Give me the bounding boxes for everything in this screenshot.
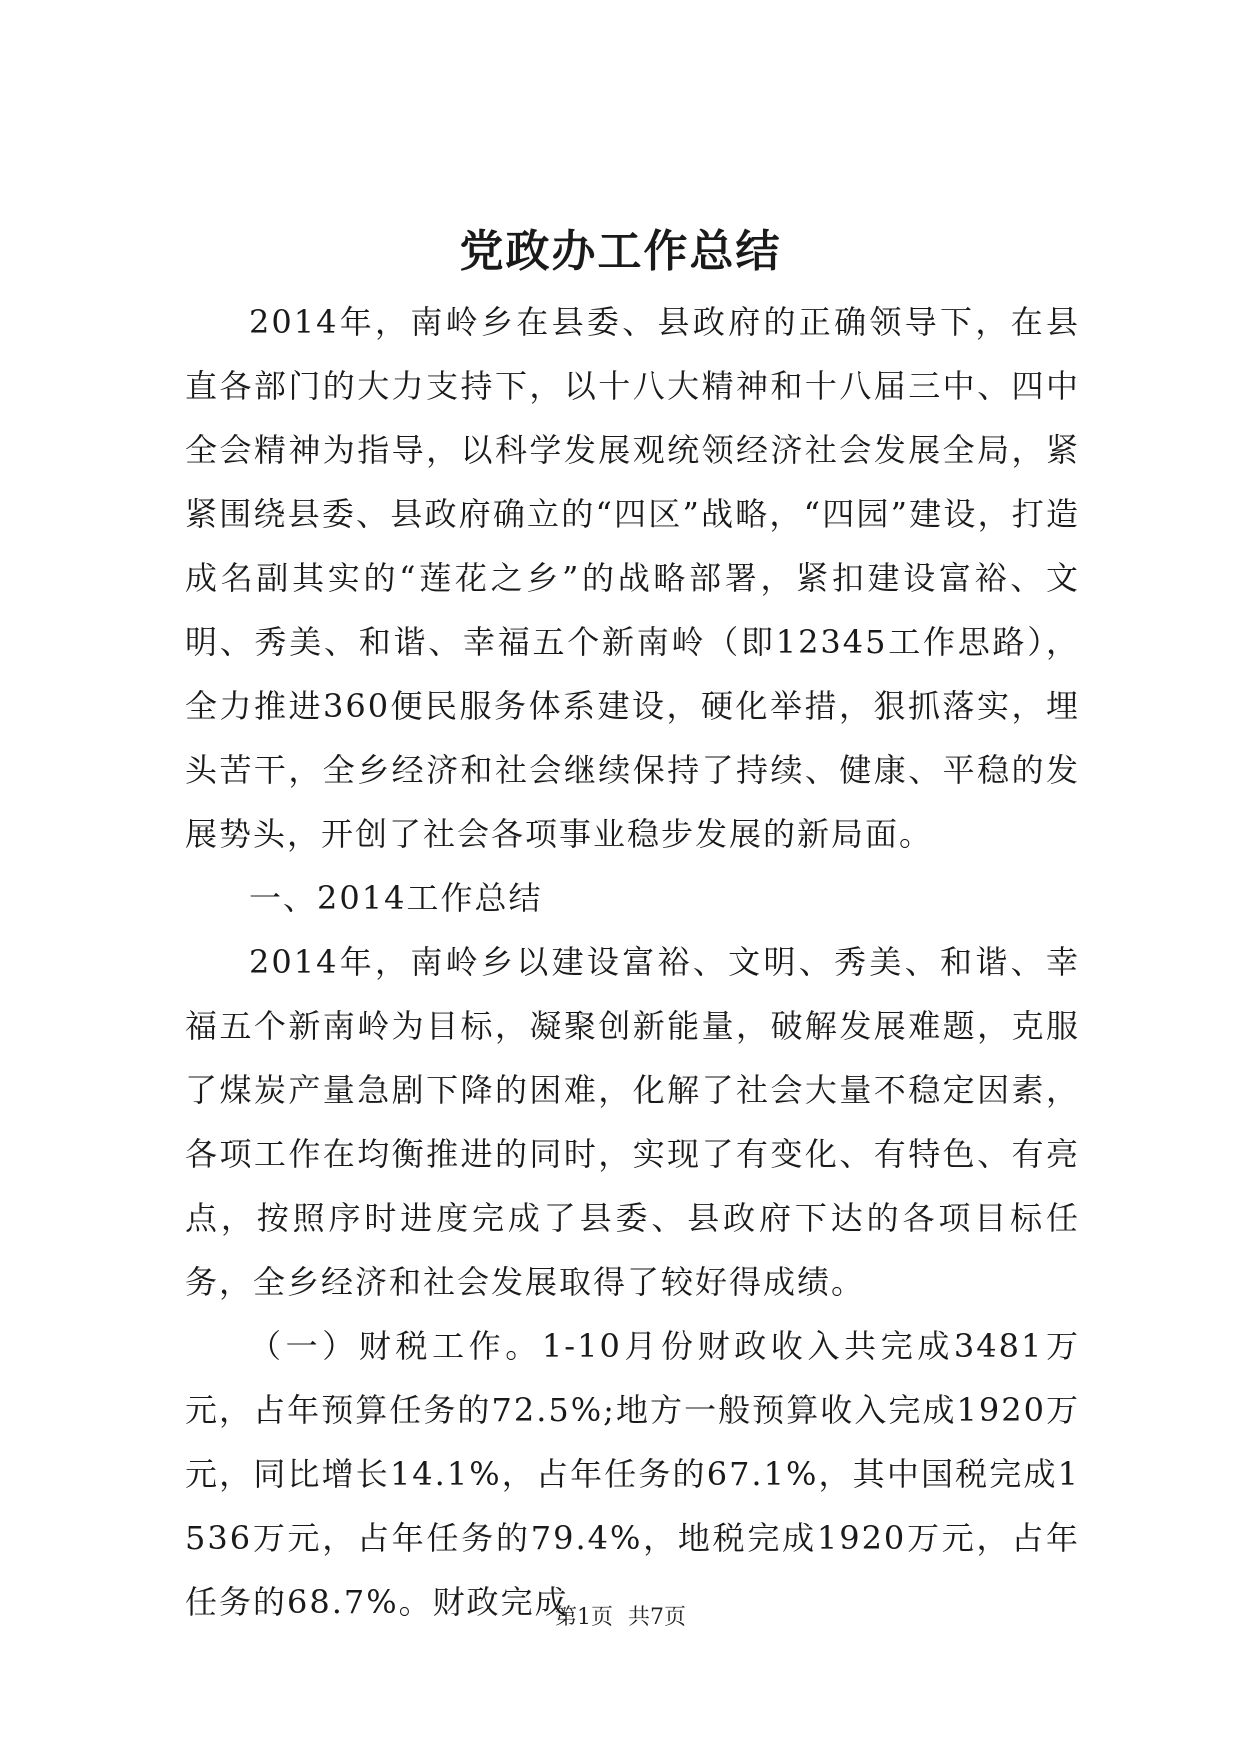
page-footer xyxy=(0,1603,1241,1633)
document-body xyxy=(185,290,1080,1634)
section-heading-summary: 一、2014工作总结 xyxy=(249,879,543,917)
page-total: 共7页 xyxy=(628,1605,686,1630)
paragraph-finance: （一）财税工作。1-10月份财政收入共完成3481万元，占年预算任务的72.5%;地方一般预算收入完成1920万元，同比增长14.1%，占年任务的67.1%，其中国税完成1536万元，占年任务的79.4%，地税完成1920万元，占年任务的68.7%。财政完成 xyxy=(185,1327,1080,1621)
page-number: 第1页 xyxy=(555,1605,613,1630)
paragraph-intro: 2014年，南岭乡在县委、县政府的正确领导下，在县直各部门的大力支持下，以十八大精神和十八届三中、四中全会精神为指导，以科学发展观统领经济社会发展全局，紧紧围绕县委、县政府确立的“四区”战略，“四园”建设，打造成名副其实的“莲花之乡”的战略部署，紧扣建设富裕、文明、秀美、和谐、幸福五个新南岭（即12345工作思路），全力推进360便民服务体系建设，硬化举措，狠抓落实，埋头苦干，全乡经济和社会继续保持了持续、健康、平稳的发展势头，开创了社会各项事业稳步发展的新局面。 xyxy=(185,303,1080,853)
document-title: 党政办工作总结 xyxy=(459,226,782,277)
paragraph-summary: 2014年，南岭乡以建设富裕、文明、秀美、和谐、幸福五个新南岭为目标，凝聚创新能量，破解发展难题，克服了煤炭产量急剧下降的困难，化解了社会大量不稳定因素，各项工作在均衡推进的同时，实现了有变化、有特色、有亮点，按照序时进度完成了县委、县政府下达的各项目标任务，全乡经济和社会发展取得了较好得成绩。 xyxy=(185,943,1080,1301)
